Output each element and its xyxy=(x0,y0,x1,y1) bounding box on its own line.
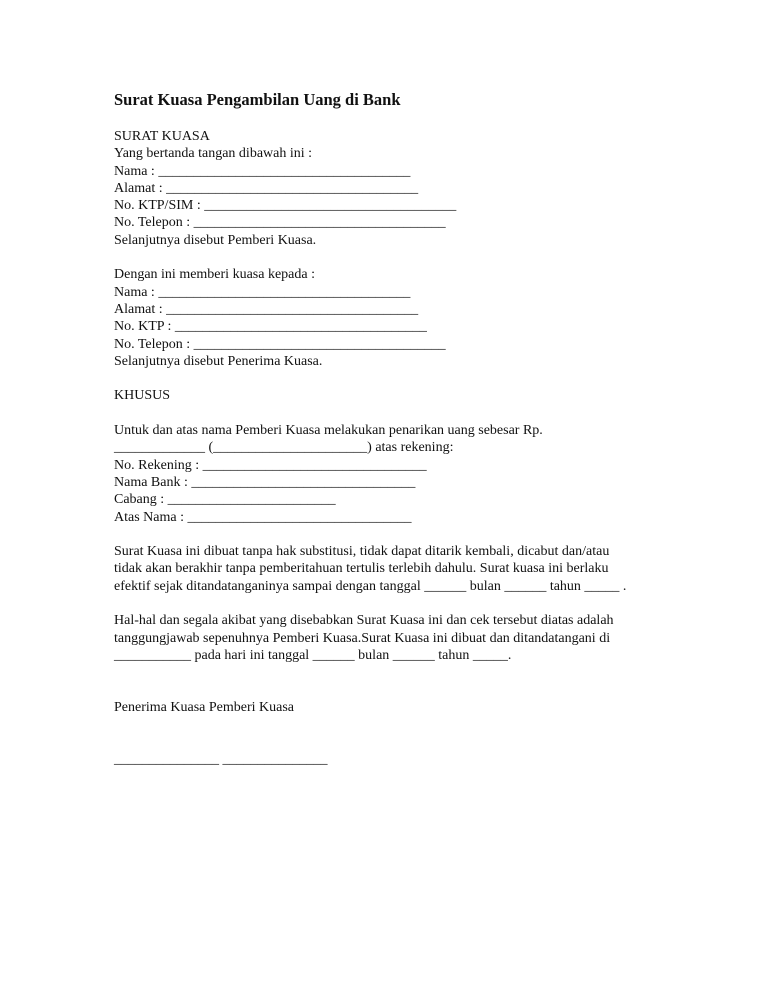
document-body xyxy=(114,128,674,768)
grantee-alamat: Alamat : ____________________________________ xyxy=(114,301,419,317)
responsibility-line3: ___________ pada hari ini tanggal ______ bulan ______ tahun _____. xyxy=(114,647,512,663)
grantor-closing: Selanjutnya disebut Pemberi Kuasa. xyxy=(114,232,317,248)
withdrawal-atas-nama: Atas Nama : ________________________________ xyxy=(114,509,412,525)
withdrawal-bank: Nama Bank : ________________________________ xyxy=(114,474,416,490)
grantor-alamat: Alamat : ____________________________________ xyxy=(114,180,419,196)
terms-line1: Surat Kuasa ini dibuat tanpa hak substitusi, tidak dapat ditarik kembali, dicabut dan/atau xyxy=(114,544,610,560)
grantor-intro: Yang bertanda tangan dibawah ini : xyxy=(114,146,313,162)
responsibility-line2: tanggungjawab sepenuhnya Pemberi Kuasa.Surat Kuasa ini dibuat dan ditandatangani di xyxy=(114,630,611,646)
terms-line2: tidak akan berakhir tanpa pemberitahuan tertulis terlebih dahulu. Surat kuasa ini berlaku xyxy=(114,561,609,577)
withdrawal-rekening: No. Rekening : ________________________________ xyxy=(114,457,427,473)
withdrawal-cabang: Cabang : ________________________ xyxy=(114,492,336,508)
grantee-intro: Dengan ini memberi kuasa kepada : xyxy=(114,267,315,283)
heading-surat-kuasa: SURAT KUASA xyxy=(114,129,210,144)
terms-line3: efektif sejak ditandatanganinya sampai dengan tanggal ______ bulan ______ tahun _____ . xyxy=(114,578,627,594)
grantee-telepon: No. Telepon : ____________________________________ xyxy=(114,336,446,352)
grantee-ktp: No. KTP : ____________________________________ xyxy=(114,319,427,335)
signature-lines: _______________ _______________ xyxy=(114,751,328,767)
grantor-ktp: No. KTP/SIM : ____________________________________ xyxy=(114,198,457,214)
heading-khusus: KHUSUS xyxy=(114,388,171,404)
grantor-telepon: No. Telepon : ____________________________________ xyxy=(114,215,446,231)
grantee-closing: Selanjutnya disebut Penerima Kuasa. xyxy=(114,353,323,369)
withdrawal-line2: _____________ (______________________) atas rekening: xyxy=(114,440,454,456)
grantee-nama: Nama : ____________________________________ xyxy=(114,284,411,300)
responsibility-line1: Hal-hal dan segala akibat yang disebabkan Surat Kuasa ini dan cek tersebut diatas adalah xyxy=(114,613,614,629)
withdrawal-line1: Untuk dan atas nama Pemberi Kuasa melakukan penarikan uang sebesar Rp. xyxy=(114,423,543,439)
signature-labels: Penerima Kuasa Pemberi Kuasa xyxy=(114,699,294,715)
grantor-nama: Nama : ____________________________________ xyxy=(114,163,411,179)
document-title: Surat Kuasa Pengambilan Uang di Bank xyxy=(114,90,401,109)
